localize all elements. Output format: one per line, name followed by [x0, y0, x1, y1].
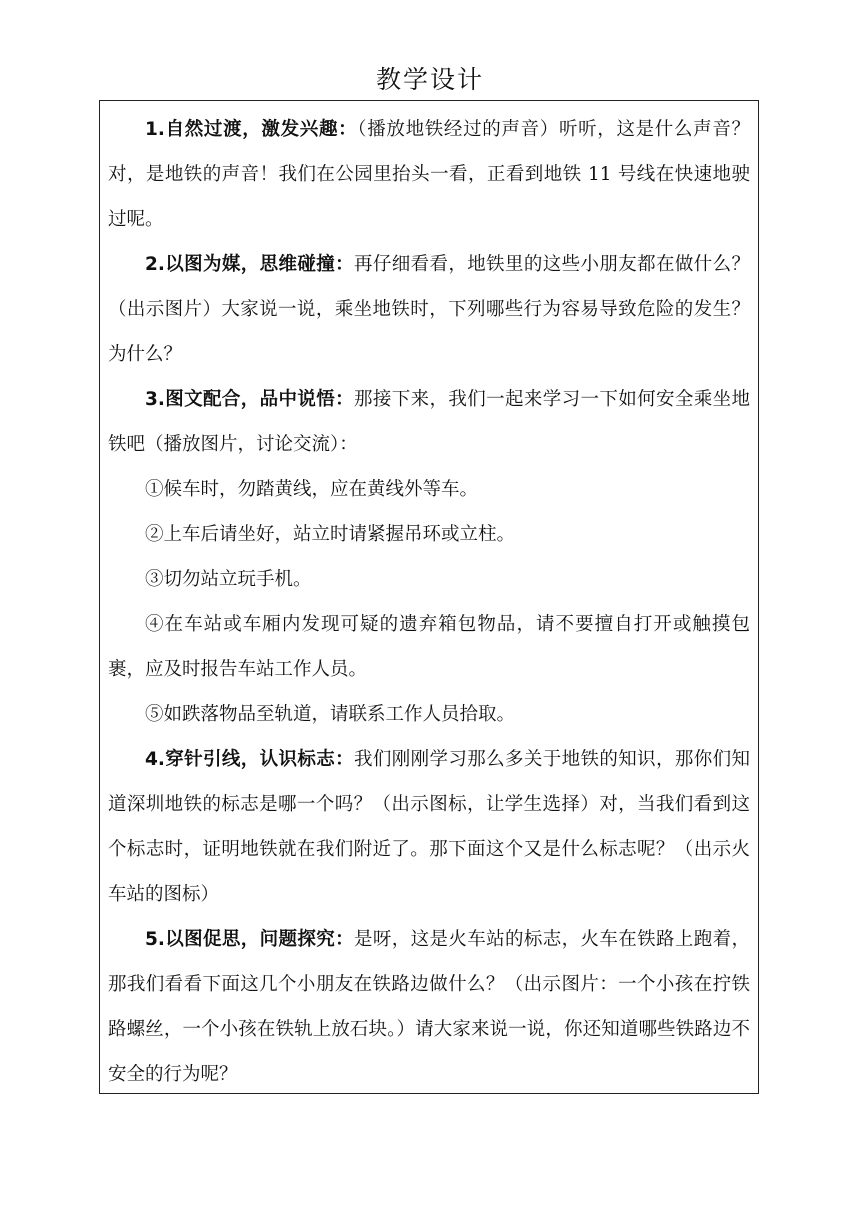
section-1 [108, 107, 750, 242]
section-4-lead: 4.穿针引线，认识标志： [145, 749, 355, 770]
rule-item-2-text: ②上车后请坐好，站立时请紧握吊环或立柱。 [145, 524, 516, 545]
section-1-text: （播放地铁经过的声音）听听，这是什么声音？对，是地铁的声音！我们在公园里抬头一看，正看到地铁 11 号线在快速地驶过呢。 [108, 119, 750, 230]
rule-item-4 [108, 602, 750, 692]
section-5 [108, 917, 750, 1097]
document-title: 教学设计 [375, 65, 484, 94]
rule-item-1 [108, 467, 750, 512]
section-2-lead: 2.以图为媒，思维碰撞： [145, 254, 355, 275]
rule-item-3 [108, 557, 750, 602]
rule-item-5-text: ⑤如跌落物品至轨道，请联系工作人员拾取。 [145, 704, 516, 725]
section-5-lead: 5.以图促思，问题探究： [145, 929, 355, 950]
section-3 [108, 377, 750, 467]
lesson-content-box [99, 100, 759, 1094]
rule-item-2 [108, 512, 750, 557]
section-4-text: 我们刚刚学习那么多关于地铁的知识，那你们知道深圳地铁的标志是哪一个吗？（出示图标，让学生选择）对，当我们看到这个标志时，证明地铁就在我们附近了。那下面这个又是什么标志呢？（出示火车站的图标） [108, 749, 750, 905]
section-2-text: 再仔细看看，地铁里的这些小朋友都在做什么？（出示图片）大家说一说，乘坐地铁时，下列哪些行为容易导致危险的发生？为什么？ [108, 254, 750, 365]
rule-item-5 [108, 692, 750, 737]
rule-item-4-text: ④在车站或车厢内发现可疑的遗弃箱包物品，请不要擅自打开或触摸包裹，应及时报告车站工作人员。 [108, 614, 750, 680]
section-3-lead: 3.图文配合，品中说悟： [145, 389, 355, 410]
section-2 [108, 242, 750, 377]
section-4 [108, 737, 750, 917]
section-5-text: 是呀，这是火车站的标志，火车在铁路上跑着，那我们看看下面这几个小朋友在铁路边做什么？（出示图片：一个小孩在拧铁路螺丝，一个小孩在铁轨上放石块。）请大家来说一说，你还知道哪些铁路边不安全的行为呢？ [108, 929, 750, 1085]
section-3-text: 那接下来，我们一起来学习一下如何安全乘坐地铁吧（播放图片，讨论交流）： [108, 389, 750, 455]
rule-item-1-text: ①候车时，勿踏黄线，应在黄线外等车。 [145, 479, 479, 500]
rule-item-3-text: ③切勿站立玩手机。 [145, 569, 312, 590]
section-1-lead: 1.自然过渡，激发兴趣： [145, 119, 358, 140]
